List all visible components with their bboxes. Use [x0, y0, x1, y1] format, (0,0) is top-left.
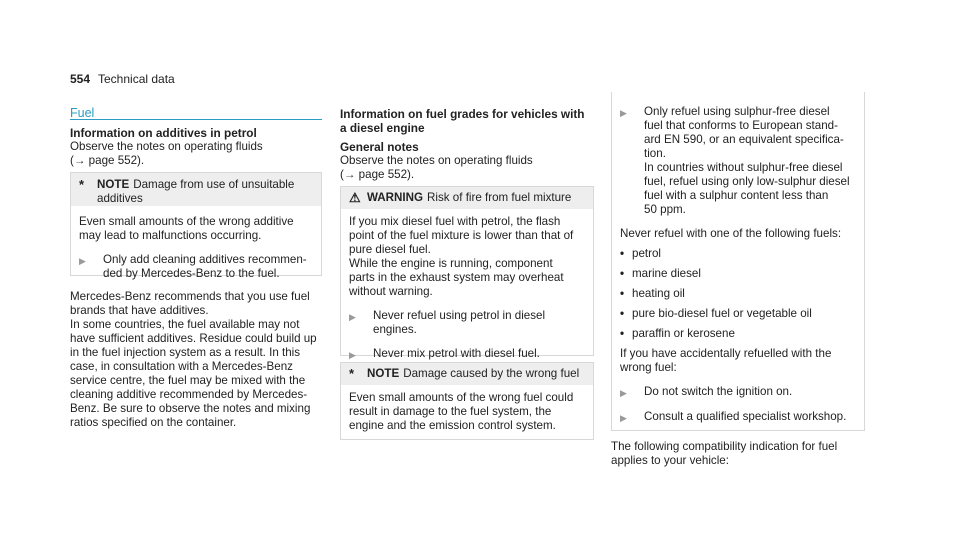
- additives-text-2: (→ page 552).: [70, 154, 145, 167]
- warning-label: WARNING: [367, 191, 424, 204]
- arrow-icon: ▶: [620, 413, 627, 423]
- notice-body-line-2: result in damage to the fuel system, the: [349, 405, 552, 418]
- action1-line-7: fuel with a sulphur content less than: [644, 189, 829, 202]
- notice-body-line-1: Even small amounts of the wrong fuel could: [349, 391, 574, 404]
- paragraph-countries-line-6: cleaning additive recommended by Mercedes-: [70, 388, 308, 401]
- page-section-label: Technical data: [98, 72, 175, 86]
- warning-body2-line-3: without warning.: [349, 285, 433, 298]
- notice-label: NOTE: [367, 367, 400, 380]
- action1-line-4: tion.: [644, 147, 666, 160]
- action1-line-8: 50 ppm.: [644, 203, 686, 216]
- accident-text-line-1: If you have accidentally refuelled with the: [620, 347, 832, 360]
- notice-icon: *: [349, 366, 355, 381]
- bullet-icon: •: [620, 327, 625, 340]
- fuel-item-label: marine diesel: [632, 267, 701, 280]
- diesel-heading-line-2: a diesel engine: [340, 121, 425, 135]
- notice-icon: *: [79, 177, 85, 192]
- continued-box: [611, 92, 865, 431]
- notice-action-line-1: Only add cleaning additives recommen-: [103, 253, 307, 266]
- arrow-icon: ▶: [620, 108, 627, 118]
- warning-action-2: [349, 347, 585, 362]
- paragraph-countries-line-3: in the fuel injection system as a result. In this: [70, 346, 301, 359]
- general-notes-line-1: Observe the notes on operating fluids: [340, 154, 533, 167]
- action1-line-2: fuel that conforms to European stand-: [644, 119, 838, 132]
- paragraph-countries-line-7: Benz. Be sure to observe the notes and mixing: [70, 402, 311, 415]
- warning-action2-line-1: Never mix petrol with diesel fuel.: [373, 347, 540, 360]
- arrow-icon: ▶: [79, 256, 86, 266]
- paragraph-recommend: [70, 290, 322, 318]
- list-item: [620, 267, 856, 281]
- paragraph-countries-line-8: ratios specified on the container.: [70, 416, 237, 429]
- action1-line-6: fuel, refuel using only low-sulphur diesel: [644, 175, 850, 188]
- notice-title: Damage caused by the wrong fuel: [403, 367, 580, 380]
- paragraph-recommend-line-1: Mercedes-Benz recommends that you use fuel: [70, 290, 310, 303]
- warning-action1-line-1: Never refuel using petrol in diesel: [373, 309, 546, 322]
- bullet-icon: •: [620, 267, 625, 280]
- action1-line-5: In countries without sulphur-free diesel: [644, 161, 843, 174]
- action2-text: Do not switch the ignition on.: [644, 385, 793, 398]
- warning-body1-line-1: If you mix diesel fuel with petrol, the flash: [349, 215, 561, 228]
- action-workshop: [620, 410, 856, 425]
- general-notes-heading: General notes: [340, 140, 419, 154]
- action-sulphur-free: [620, 105, 856, 217]
- diesel-heading: [340, 107, 594, 135]
- page-number: 554: [70, 72, 91, 86]
- notice-header: [71, 173, 321, 206]
- paragraph-countries-line-5: service centre, the fuel may be mixed with the: [70, 374, 306, 387]
- notice-body-line-1: Even small amounts of the wrong additive: [79, 215, 294, 228]
- section-rule: [70, 119, 322, 120]
- list-item: [620, 327, 856, 341]
- warning-body2-line-1: While the engine is running, component: [349, 257, 553, 270]
- action3-text: Consult a qualified specialist workshop.: [644, 410, 847, 423]
- arrow-icon: ▶: [349, 350, 356, 360]
- warning-title: Risk of fire from fuel mixture: [427, 191, 572, 204]
- notice-title-line-1: Damage from use of unsuitable: [133, 178, 295, 191]
- paragraph-recommend-line-2: brands that have additives.: [70, 304, 209, 317]
- list-item: [620, 307, 856, 321]
- arrow-icon: ▶: [620, 388, 627, 398]
- warning-body1-line-2: point of the fuel mixture is lower than that of: [349, 229, 574, 242]
- closing-line-2: applies to your vehicle:: [611, 454, 729, 467]
- paragraph-countries-line-1: In some countries, the fuel available may not: [70, 318, 300, 331]
- closing-paragraph: [611, 440, 864, 468]
- warning-body1-line-3: pure diesel fuel.: [349, 243, 431, 256]
- notice-body-line-2: may lead to malfunctions occurring.: [79, 229, 262, 242]
- fuel-list: [620, 247, 856, 341]
- list-item: [620, 287, 856, 301]
- notice-label: NOTE: [97, 178, 130, 191]
- paragraph-countries-line-4: case, in consultation with a Mercedes-Benz: [70, 360, 293, 373]
- paragraph-countries-line-2: have sufficient additives. Residue could build up: [70, 332, 317, 345]
- warning-action-1: [349, 309, 585, 337]
- additives-text-1: Observe the notes on operating fluids: [70, 140, 263, 153]
- bullet-icon: •: [620, 307, 625, 320]
- section-title-fuel: Fuel: [70, 106, 95, 120]
- notice-box-additives: [70, 172, 322, 280]
- bullet-icon: •: [620, 247, 625, 260]
- notice-box-wrong-fuel: [340, 362, 594, 440]
- arrow-icon: ▶: [349, 312, 356, 322]
- action1-line-1: Only refuel using sulphur-free diesel: [644, 105, 830, 118]
- notice-header: [341, 363, 593, 385]
- paragraph-countries: [70, 318, 322, 430]
- notice-action: [79, 253, 313, 281]
- action-ignition: [620, 385, 856, 400]
- closing-line-1: The following compatibility indication for fuel: [611, 440, 838, 453]
- additives-heading: Information on additives in petrol: [70, 126, 257, 140]
- never-refuel-text: Never refuel with one of the following fuels:: [620, 227, 842, 240]
- bullet-icon: •: [620, 287, 625, 300]
- notice-body-line-3: engine and the emission control system.: [349, 419, 556, 432]
- list-item: [620, 247, 856, 261]
- fuel-item-label: pure bio-diesel fuel or vegetable oil: [632, 307, 812, 320]
- fuel-item-label: heating oil: [632, 287, 685, 300]
- diesel-heading-line-1: Information on fuel grades for vehicles with: [340, 107, 585, 121]
- notice-title-line-2: additives: [97, 192, 143, 205]
- warning-header: [341, 187, 593, 209]
- fuel-item-label: petrol: [632, 247, 662, 260]
- general-notes-line-2: (→ page 552).: [340, 168, 415, 181]
- fuel-item-label: paraffin or kerosene: [632, 327, 735, 340]
- action1-line-3: ard EN 590, or an equivalent specifica-: [644, 133, 844, 146]
- accident-text-line-2: wrong fuel:: [620, 361, 677, 374]
- notice-action-line-2: ded by Mercedes-Benz to the fuel.: [103, 267, 280, 280]
- warning-icon: ⚠: [349, 190, 361, 205]
- warning-action1-line-2: engines.: [373, 323, 417, 336]
- warning-body2-line-2: parts in the exhaust system may overheat: [349, 271, 564, 284]
- warning-box: [340, 186, 594, 360]
